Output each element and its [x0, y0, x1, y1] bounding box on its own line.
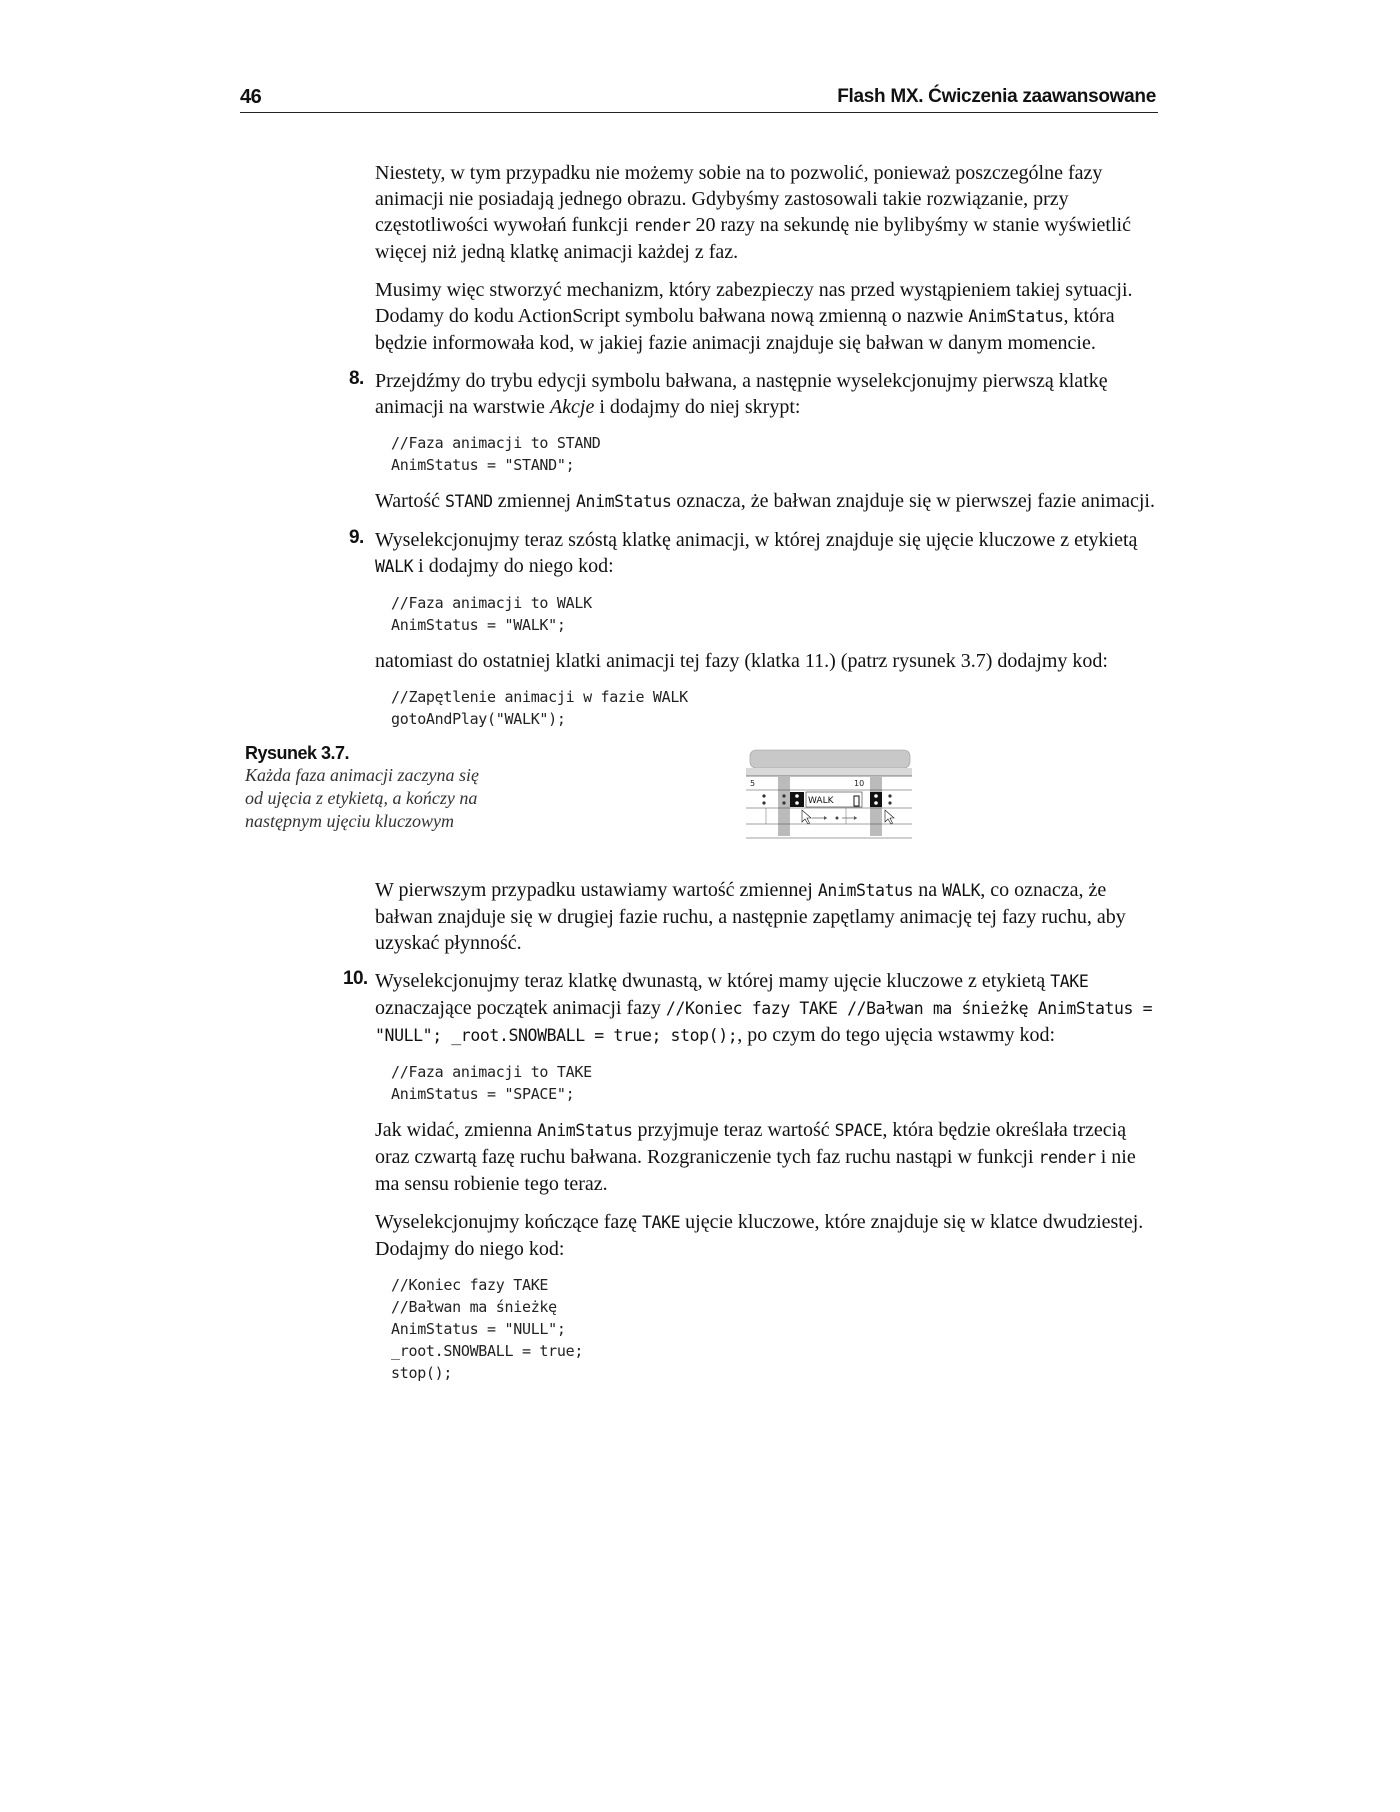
code-block: //Faza animacji to WALK AnimStatus = "WALK";: [391, 594, 592, 634]
page-body: [245, 160, 1165, 1396]
page-header: [240, 86, 1158, 113]
paragraph: W pierwszym przypadku ustawiamy wartość zmiennej AnimStatus na WALK, co oznacza, że bałwan znajduje się w drugiej fazie ruchu, a następnie zapętlamy animację tej fazy ruchu, aby uzyskać płynność.: [375, 879, 1126, 954]
step-number: 8.: [349, 368, 364, 389]
paragraph: natomiast do ostatniej klatki animacji tej fazy (klatka 11.) (patrz rysunek 3.7) dodajmy kod:: [375, 650, 1108, 672]
step-9: [349, 527, 1165, 730]
paragraph: Musimy więc stworzyć mechanizm, który zabezpieczy nas przed wystąpieniem takiej sytuacji. Dodamy do kodu ActionScript symbolu bałwana nową zmienną o nazwie AnimStatus, która będzie informowała kod, w jakiej fazie animacji znajduje się bałwan w danym momencie.: [375, 279, 1133, 354]
walk-label: WALK: [808, 796, 834, 806]
paragraph: Wyselekcjonujmy kończące fazę TAKE ujęcie kluczowe, które znajduje się w klatce dwudziestej. Dodajmy do niego kod:: [375, 1211, 1144, 1260]
paragraph: Wyselekcjonujmy teraz szóstą klatkę animacji, w której znajduje się ujęcie kluczowe z etykietą WALK i dodajmy do niego kod:: [375, 529, 1138, 577]
paragraph: Niestety, w tym przypadku nie możemy sobie na to pozwolić, ponieważ poszczególne fazy animacji nie posiadają jednego obrazu. Gdybyśmy zastosowali takie rozwiązanie, przy częstotliwości wywołań funkcji render 20 razy na sekundę nie bylibyśmy w stanie wyświetlić więcej niż jedną klatkę animacji każdej z faz.: [375, 162, 1131, 263]
inline-code: AnimStatus: [968, 307, 1064, 326]
step-number: 9.: [349, 527, 364, 548]
code-block: //Zapętlenie animacji w fazie WALK gotoAndPlay("WALK");: [391, 688, 688, 728]
page-number: 46: [240, 86, 262, 108]
paragraph: Wartość STAND zmiennej AnimStatus oznacza, że bałwan znajduje się w pierwszej fazie animacji.: [375, 490, 1155, 512]
paragraph: Jak widać, zmienna AnimStatus przyjmuje teraz wartość SPACE, która będzie określała trzecią oraz czwartą fazę ruchu bałwana. Rozgraniczenie tych faz ruchu nastąpi w funkcji render i nie ma sensu robienie tego teraz.: [375, 1119, 1136, 1195]
figure-3-7: [245, 742, 1165, 867]
step-10: [343, 968, 1165, 1384]
paragraph: Przejdźmy do trybu edycji symbolu bałwana, a następnie wyselekcjonujmy pierwszą klatkę animacji na warstwie Akcje i dodajmy do niej skrypt:: [375, 370, 1108, 418]
inline-code: render: [633, 216, 691, 235]
book-title: Flash MX. Ćwiczenia zaawansowane: [837, 86, 1156, 107]
paragraph: Wyselekcjonujmy teraz klatkę dwunastą, w której mamy ujęcie kluczowe z etykietą TAKE oznaczające początek animacji fazy //Koniec fazy TAKE //Bałwan ma śnieżkę AnimStatus = "NULL"; _root.SNOWBALL = true; stop();, po czym do tego ujęcia wstawmy kod:: [375, 970, 1153, 1046]
frame-10-label: 10: [854, 779, 865, 788]
code-block: //Faza animacji to STAND AnimStatus = "STAND";: [391, 434, 601, 474]
step-number: 10.: [343, 968, 368, 989]
frame-5-label: 5: [750, 779, 756, 788]
figure-caption: [245, 742, 495, 833]
step-8: [349, 368, 1165, 515]
code-block: //Faza animacji to TAKE AnimStatus = "SPACE";: [391, 1063, 592, 1103]
figure-title: Rysunek 3.7.: [245, 743, 350, 763]
code-block: //Koniec fazy TAKE //Bałwan ma śnieżkę AnimStatus = "NULL"; _root.SNOWBALL = true; stop();: [391, 1276, 584, 1382]
timeline-screenshot: [742, 746, 917, 846]
figure-caption-text: Każda faza animacji zaczyna się od ujęcia z etykietą, a kończy na następnym ujęciu kluczowym: [245, 765, 479, 831]
